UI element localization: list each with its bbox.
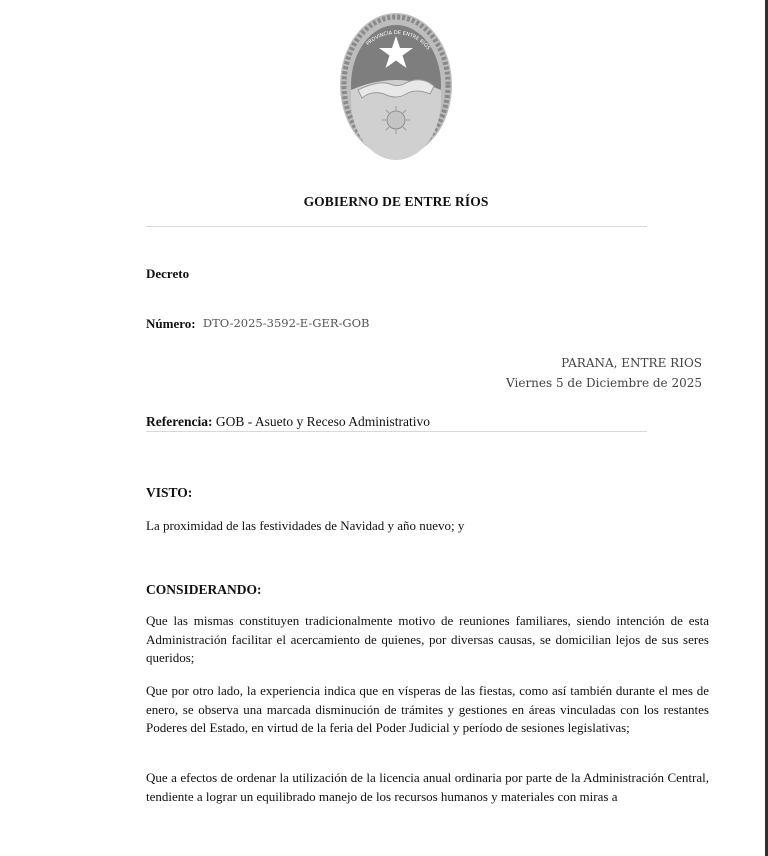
- considerando-paragraph: Que por otro lado, la experiencia indica que en vísperas de las fiestas, como así también durante el mes de enero, se observa una marcada disminución de trámites y gestiones en áreas vinculadas con los restantes Poderes del Estado, en virtud de la feria del Poder Judicial y período de sesiones legislativas;: [146, 683, 709, 735]
- visto-heading: VISTO:: [146, 485, 193, 500]
- document-number-value: DTO-2025-3592-E-GER-GOB: [202, 316, 370, 330]
- reference-label: Referencia:: [146, 414, 213, 429]
- document-place: PARANA, ENTRE RIOS: [561, 356, 702, 370]
- considerando-heading: CONSIDERANDO:: [146, 582, 262, 597]
- visto-text: La proximidad de las festividades de Navidad y año nuevo; y: [146, 518, 465, 533]
- document-type: Decreto: [146, 266, 190, 281]
- svg-text:PROVINCIA DE ENTRE RÍOS: PROVINCIA DE ENTRE RÍOS: [365, 29, 432, 52]
- document-number-row: [146, 316, 369, 332]
- document-number-label: Número:: [146, 316, 196, 331]
- document-reference: [146, 414, 430, 430]
- considerando-paragraph: Que las mismas constituyen tradicionalmente motivo de reuniones familiares, siendo intención de esta Administración facilitar el acercamiento de quienes, por diversas causas, se domicilian lejos de sus seres queridos;: [146, 613, 709, 665]
- document-date: Viernes 5 de Diciembre de 2025: [506, 376, 702, 390]
- government-title: GOBIERNO DE ENTRE RÍOS: [303, 194, 489, 209]
- reference-value: GOB - Asueto y Receso Administrativo: [215, 414, 430, 429]
- header-divider: [146, 226, 647, 227]
- coat-of-arms-icon: [338, 10, 454, 160]
- reference-divider: [146, 431, 647, 432]
- considerando-paragraph: Que a efectos de ordenar la utilización de la licencia anual ordinaria por parte de la Administración Central, tendiente a lograr un equilibrado manejo de los recursos humanos y materiales con miras a: [146, 770, 709, 804]
